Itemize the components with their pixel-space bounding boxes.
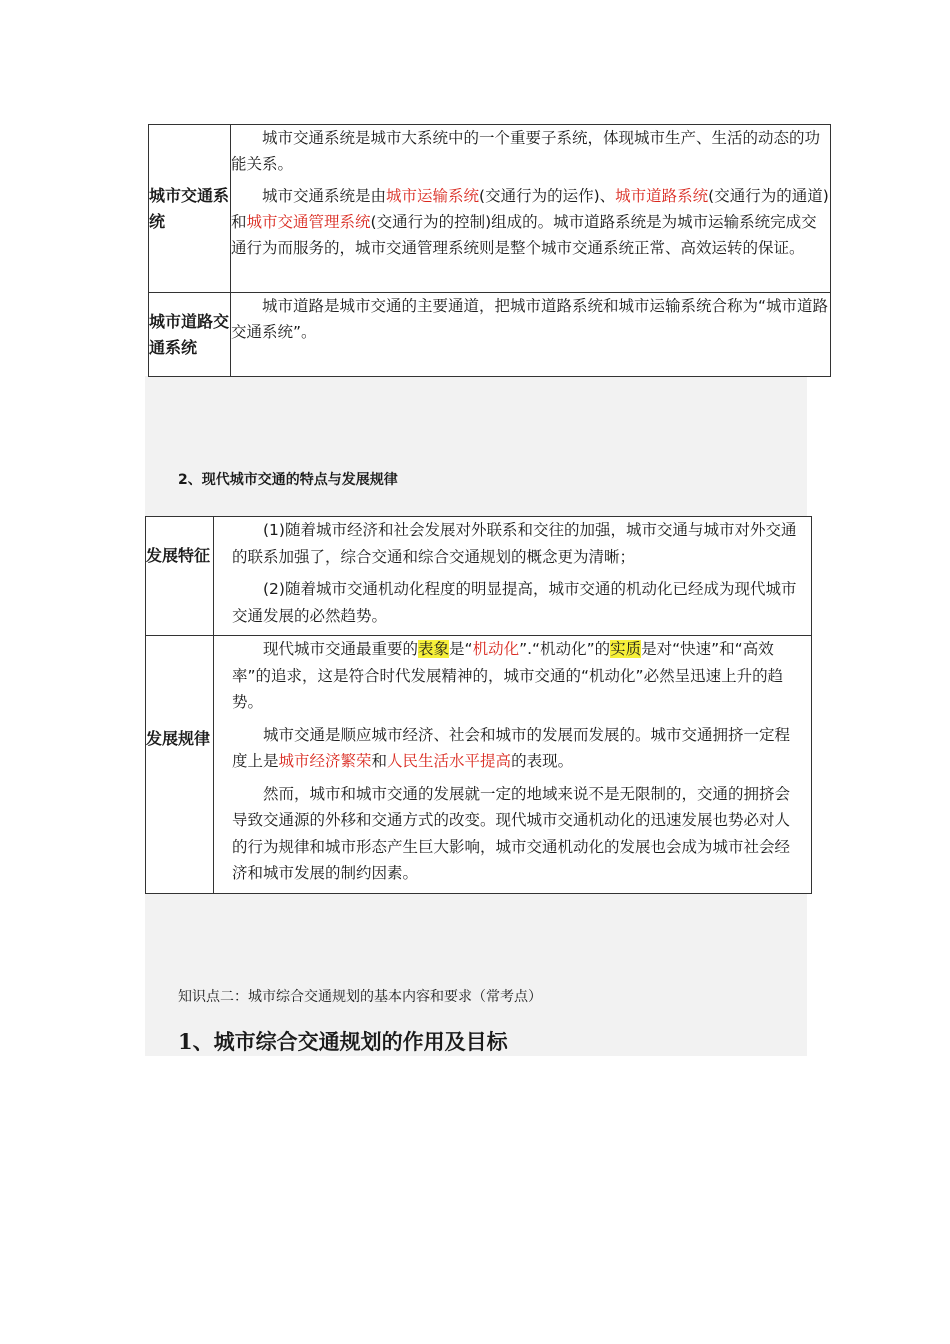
paragraph: 城市交通系统是由城市运输系统(交通行为的运作)、城市道路系统(交通行为的通道)和城市交通管理系统(交通行为的控制)组成的。城市道路系统是为城市运输系统完成交通行为而服务的，城市交通管理系统则是整个城市交通系统正常、高效运转的保证。 (231, 187, 829, 257)
row-content (231, 293, 831, 377)
row-header: 发展特征 (146, 517, 214, 636)
urban-traffic-system-table (148, 124, 831, 377)
paragraph: 现代城市交通最重要的表象是“机动化”.“机动化”的实质是对“快速”和“高效率”的追求，这是符合时代发展精神的，城市交通的“机动化”必然呈迅速上升的趋势。 (232, 640, 784, 711)
knowledge-point-heading: 知识点二：城市综合交通规划的基本内容和要求（常考点） (178, 989, 542, 1005)
paragraph: 然而，城市和城市交通的发展就一定的地域来说不是无限制的，交通的拥挤会导致交通源的外移和交通方式的改变。现代城市交通机动化的迅速发展也势必对人的行为规律和城市形态产生巨大影响，城市交通机动化的发展也会成为城市社会经济和城市发展的制约因素。 (232, 784, 791, 882)
row-content (214, 517, 812, 636)
gray-band (145, 376, 807, 516)
emphasis-text: 机动化 (472, 640, 520, 658)
table-row (146, 636, 812, 894)
table-row (149, 293, 831, 377)
row-header: 发展规律 (146, 636, 214, 894)
highlighted-text: 表象 (418, 640, 450, 658)
emphasis-text: 人民生活水平提高 (387, 752, 512, 770)
emphasis-text: 城市交通管理系统 (246, 213, 371, 231)
table-row (146, 517, 812, 636)
paragraph: 城市交通系统是城市大系统中的一个重要子系统，体现城市生产、生活的动态的功能关系。 (231, 129, 821, 173)
section-heading: 1、城市综合交通规划的作用及目标 (178, 1029, 508, 1054)
paragraph: (2)随着城市交通机动化程度的明显提高，城市交通的机动化已经成为现代城市交通发展的必然趋势。 (232, 580, 797, 625)
paragraph: 城市道路是城市交通的主要通道，把城市道路系统和城市运输系统合称为“城市道路交通系统”。 (231, 297, 829, 341)
emphasis-text: 城市经济繁荣 (278, 752, 372, 770)
row-header: 城市道路交通系统 (149, 293, 231, 377)
sub-heading: 2、现代城市交通的特点与发展规律 (178, 472, 398, 488)
row-content (231, 125, 831, 293)
emphasis-text: 城市道路系统 (615, 187, 709, 205)
paragraph: 城市交通是顺应城市经济、社会和城市的发展而发展的。城市交通拥挤一定程度上是城市经济繁荣和人民生活水平提高的表现。 (232, 725, 791, 770)
row-header: 城市交通系统 (149, 125, 231, 293)
emphasis-text: 城市运输系统 (386, 187, 480, 205)
paragraph: (1)随着城市经济和社会发展对外联系和交往的加强，城市交通与城市对外交通的联系加强了，综合交通和综合交通规划的概念更为清晰； (232, 521, 797, 566)
table-row (149, 125, 831, 293)
row-content (214, 636, 812, 894)
highlighted-text: 实质 (610, 640, 642, 658)
development-table (145, 516, 812, 894)
